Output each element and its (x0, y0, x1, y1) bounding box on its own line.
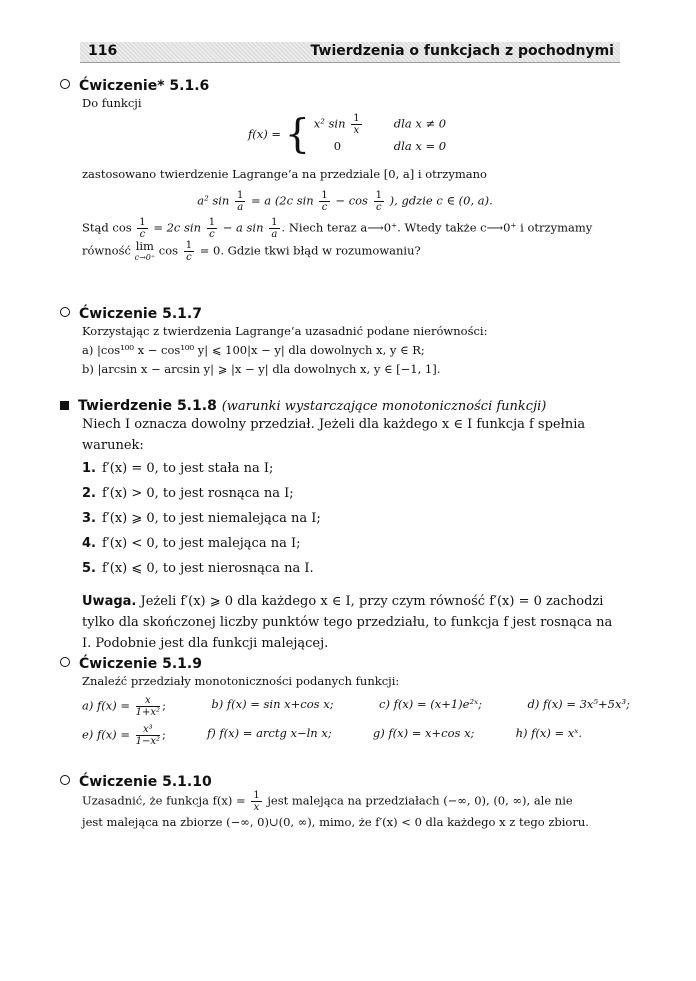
exercise-text: zastosowano twierdzenie Lagrange’a na przedziale [0, a] i otrzymano (82, 167, 487, 181)
exercise-5-1-9 (60, 656, 630, 747)
chapter-title: Twierdzenia o funkcjach z pochodnymi (310, 43, 614, 59)
exercise-5-1-7 (60, 306, 630, 379)
exercise-intro: Do funkcji (82, 96, 142, 110)
theorem-5-1-8 (60, 398, 630, 654)
item-number: 4. (82, 536, 96, 551)
exercise-text: równość lim c→0⁺ cos $\frac{1}{c}$ = 0. Gdzie tkwi błąd w rozumowaniu? (82, 239, 421, 263)
item-text: f′(x) = 0, to jest stała na I; (101, 461, 274, 476)
brace-icon: { (284, 111, 311, 158)
circle-marker-icon (60, 657, 70, 667)
exercise-title: Ćwiczenie* 5.1.6 (60, 78, 630, 94)
item-number: 5. (82, 561, 96, 576)
theorem-title: Twierdzenie 5.1.8 (warunki wystarczające monotoniczności funkcji) (60, 398, 630, 414)
theorem-item (82, 556, 630, 581)
item-text: f′(x) ⩽ 0, to jest nierosnąca na I. (101, 561, 314, 576)
page-header (80, 42, 620, 63)
theorem-intro: Niech I oznacza dowolny przedział. Jeżeli dla każdego x ∈ I funkcja f spełnia warunek: (82, 417, 586, 453)
exercise-text: Stąd cos $\frac{1}{c}$ = 2c sin $\frac{1}{c}$ − a sin $\frac{1}{a}$ . Niech teraz a⟶0⁺. Wtedy także c⟶0⁺ i otrzymamy (82, 217, 593, 240)
exercise-intro: Korzystając z twierdzenia Lagrange’a uzasadnić podane nierówności: (82, 324, 488, 338)
theorem-item (82, 481, 630, 506)
exercise-intro: Znaleźć przedziały monotoniczności podanych funkcji: (82, 674, 400, 688)
item-number: 3. (82, 511, 96, 526)
theorem-item (82, 456, 630, 481)
item-number: 1. (82, 461, 96, 476)
theorem-note: Uwaga. Jeżeli f′(x) ⩾ 0 dla każdego x ∈ I, przy czym równość f′(x) = 0 zachodzi tylko dla skończonej liczby punktów tego przedziału, to funkcja f jest rosnąca na I. Podobnie jest dla funkcji malejącej. (82, 594, 613, 651)
item-number: 2. (82, 486, 96, 501)
exercise-text: Uzasadnić, że funkcja f(x) = $\frac{1}{x}$ jest malejąca na przedziałach (−∞, 0), (0, ∞), ale nie (82, 790, 573, 813)
exercise-item-b: b) |arcsin x − arcsin y| ⩾ |x − y| dla dowolnych x, y ∈ [−1, 1]. (82, 362, 441, 376)
exercise-5-1-10 (60, 774, 630, 832)
exercise-item-a: a) |cos¹⁰⁰ x − cos¹⁰⁰ y| ⩽ 100|x − y| dla dowolnych x, y ∈ R; (82, 343, 425, 357)
exercise-title: Ćwiczenie 5.1.9 (60, 656, 630, 672)
function-definition: f(x) = { x² sin $\frac{1}{x}$ dla x ≠ 0 0 dla x = 0 (248, 111, 447, 158)
circle-marker-icon (60, 775, 70, 785)
square-marker-icon (60, 401, 69, 410)
circle-marker-icon (60, 307, 70, 317)
theorem-item (82, 506, 630, 531)
exercise-text: jest malejąca na zbiorze (−∞, 0)∪(0, ∞), mimo, że f′(x) < 0 dla każdego x z tego zbioru. (82, 815, 589, 829)
lagrange-equation: a² sin $\frac{1}{a}$ = a (2c sin $\frac{1}{c}$ − cos $\frac{1}{c}$ ), gdzie c ∈ (0, a). (197, 190, 493, 213)
item-text: f′(x) ⩾ 0, to jest niemalejąca na I; (101, 511, 321, 526)
exercise-5-1-6 (60, 78, 630, 264)
exercise-title: Ćwiczenie 5.1.7 (60, 306, 630, 322)
cases: x² sin $\frac{1}{x}$ dla x ≠ 0 0 dla x = 0 (313, 113, 447, 153)
circle-marker-icon (60, 79, 70, 89)
theorem-items (60, 456, 630, 581)
exercise-row-2: e) f(x) = $\frac{\text{x³}}{\text{1−x²}}$ ; f) f(x) = arctg x−ln x; g) f(x) = x+cos x; h) f(x) = xˣ. (82, 724, 582, 747)
item-text: f′(x) < 0, to jest malejąca na I; (101, 536, 301, 551)
theorem-item (82, 531, 630, 556)
exercise-title: Ćwiczenie 5.1.10 (60, 774, 630, 790)
page-number: 116 (88, 43, 118, 59)
item-text: f′(x) > 0, to jest rosnąca na I; (101, 486, 294, 501)
exercise-row-1: a) f(x) = $\frac{x}{\text{1+x²}}$ ; b) f(x) = sin x+cos x; c) f(x) = (x+1)e²ˣ; d) f(x) = 3x⁵+5x³; (82, 695, 630, 718)
